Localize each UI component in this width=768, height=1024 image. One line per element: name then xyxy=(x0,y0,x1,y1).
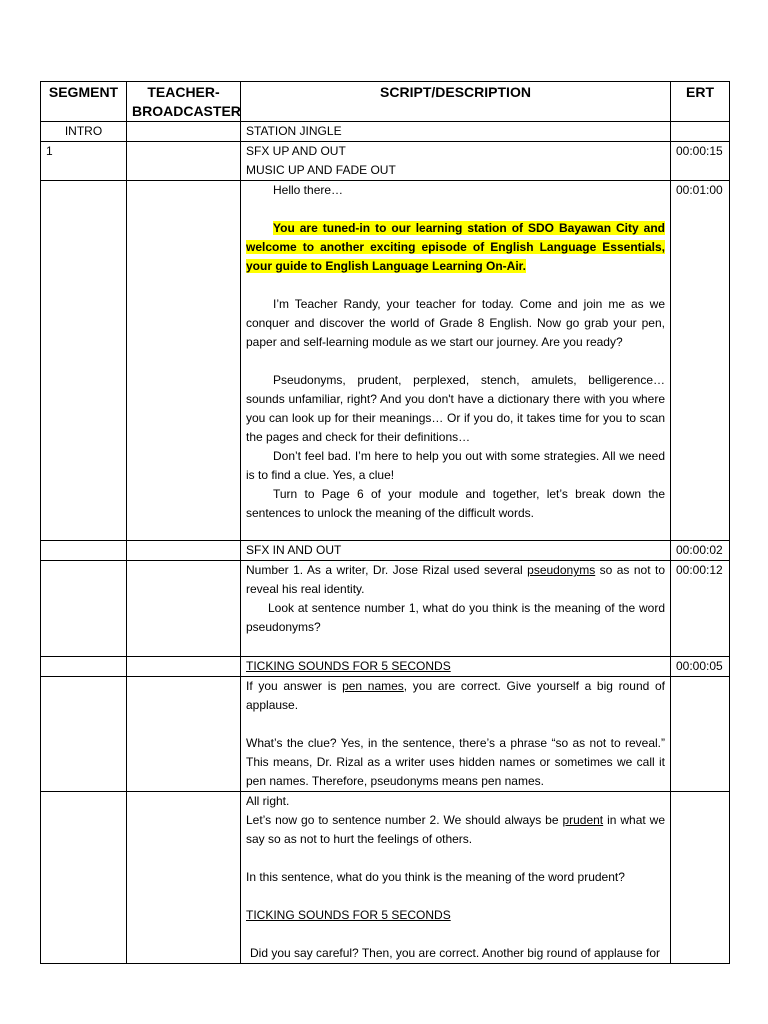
segment-cell xyxy=(41,677,127,792)
sentence-2-start: Let’s now go to sentence number 2. We should always be xyxy=(246,813,563,827)
table-row-answer-1 xyxy=(41,677,730,792)
header-row xyxy=(41,82,730,122)
highlighted-intro xyxy=(246,219,665,276)
segment-cell: INTRO xyxy=(41,122,127,142)
music-cue: MUSIC UP AND FADE OUT xyxy=(246,163,396,177)
script-table xyxy=(40,81,730,964)
greeting-text: Hello there… xyxy=(273,183,344,197)
spacer xyxy=(246,276,665,295)
table-row-sentence-2 xyxy=(41,792,730,964)
table-row-ticking xyxy=(41,657,730,677)
answer-1-end: , you are correct. Give yourself a big round of applause. xyxy=(246,679,665,712)
sentence-1-end: so as not to reveal his real identity. xyxy=(246,563,665,596)
question-2: In this sentence, what do you think is the meaning of the word prudent? xyxy=(246,870,625,884)
segment-cell xyxy=(41,792,127,964)
keyword-prudent: prudent xyxy=(562,813,604,827)
ert-cell: 00:00:02 xyxy=(671,541,730,561)
answer-1-start: If you answer is xyxy=(246,679,343,693)
script-cell: SFX IN AND OUT xyxy=(241,541,671,561)
script-cell xyxy=(241,181,671,541)
ert-cell xyxy=(671,677,730,792)
segment-cell xyxy=(41,181,127,541)
all-right-text: All right. xyxy=(246,794,290,808)
script-cell xyxy=(241,561,671,657)
ert-cell xyxy=(671,122,730,142)
script-cell: STATION JINGLE xyxy=(241,122,671,142)
highlighted-text: You are tuned-in to our learning station of SDO Bayawan City and welcome to another exciting episode of English Language Essentials, your guide to English Language Learning On-Air. xyxy=(246,221,665,273)
teacher-cell xyxy=(127,561,241,657)
table-row-sfx xyxy=(41,541,730,561)
segment-cell xyxy=(41,541,127,561)
teacher-cell xyxy=(127,541,241,561)
question-1: Look at sentence number 1, what do you think is the meaning of the word pseudonyms? xyxy=(246,601,665,634)
script-cell xyxy=(241,142,671,181)
script-cell: TICKING SOUNDS FOR 5 SECONDS xyxy=(241,657,671,677)
difficult-words-paragraph: Pseudonyms, prudent, perplexed, stench, amulets, belligerence… sounds unfamiliar, right? And you don't have a dictionary there with you where you can look up for their meanings… Or if you do, it takes time for you to scan the pages and check for their definitions… xyxy=(246,373,665,444)
spacer xyxy=(246,715,665,734)
teacher-cell xyxy=(127,657,241,677)
ert-cell: 00:00:12 xyxy=(671,561,730,657)
teacher-intro-paragraph: I’m Teacher Randy, your teacher for today. Come and join me as we conquer and discover the world of Grade 8 English. Now go grab your pen, paper and self-learning module as we start our journey. Are you ready? xyxy=(246,297,665,349)
clue-explanation: What’s the clue? Yes, in the sentence, there’s a phrase “so as not to reveal.” This means, Dr. Rizal as a writer uses hidden names or sometimes we call it pen names. Therefore, pseudonyms means pen names. xyxy=(246,736,665,788)
segment-cell xyxy=(41,657,127,677)
sfx-cue: SFX UP AND OUT xyxy=(246,144,346,158)
table-row-opening xyxy=(41,181,730,541)
ert-cell: 00:00:15 xyxy=(671,142,730,181)
sentence-1-start: Number 1. As a writer, Dr. Jose Rizal used several xyxy=(246,563,528,577)
table-row-intro xyxy=(41,122,730,142)
dont-feel-bad-paragraph: Don’t feel bad. I’m here to help you out with some strategies. All we need is to find a clue. Yes, a clue! xyxy=(246,449,665,482)
segment-cell xyxy=(41,561,127,657)
header-script-description: SCRIPT/DESCRIPTION xyxy=(241,82,671,122)
header-teacher-broadcaster: TEACHER-BROADCASTER xyxy=(127,82,241,122)
sentence-1 xyxy=(246,561,665,599)
spacer xyxy=(246,925,665,944)
header-segment: SEGMENT xyxy=(41,82,127,122)
ert-cell: 00:00:05 xyxy=(671,657,730,677)
ert-cell xyxy=(671,792,730,964)
teacher-cell xyxy=(127,677,241,792)
table-row-1 xyxy=(41,142,730,181)
ert-cell: 00:01:00 xyxy=(671,181,730,541)
script-cell xyxy=(241,792,671,964)
teacher-cell xyxy=(127,122,241,142)
teacher-cell xyxy=(127,181,241,541)
table-row-sentence-1 xyxy=(41,561,730,657)
answer-2: Did you say careful? Then, you are correct. Another big round of applause for xyxy=(250,946,661,960)
teacher-cell xyxy=(127,792,241,964)
ticking-cue: TICKING SOUNDS FOR 5 SECONDS xyxy=(246,908,451,922)
sentence-2 xyxy=(246,811,665,849)
spacer xyxy=(246,887,665,906)
script-cell xyxy=(241,677,671,792)
spacer xyxy=(246,352,665,371)
keyword-pseudonyms: pseudonyms xyxy=(527,563,596,577)
teacher-cell xyxy=(127,142,241,181)
keyword-pen-names: pen names xyxy=(342,679,404,693)
header-ert: ERT xyxy=(671,82,730,122)
sentence-2-end: in what we say so as not to hurt the feelings of others. xyxy=(246,813,665,846)
turn-to-page-paragraph: Turn to Page 6 of your module and together, let’s break down the sentences to unlock the meaning of the difficult words. xyxy=(246,487,665,520)
segment-cell: 1 xyxy=(41,142,127,181)
answer-1 xyxy=(246,677,665,715)
spacer xyxy=(246,849,665,868)
spacer xyxy=(246,200,665,219)
